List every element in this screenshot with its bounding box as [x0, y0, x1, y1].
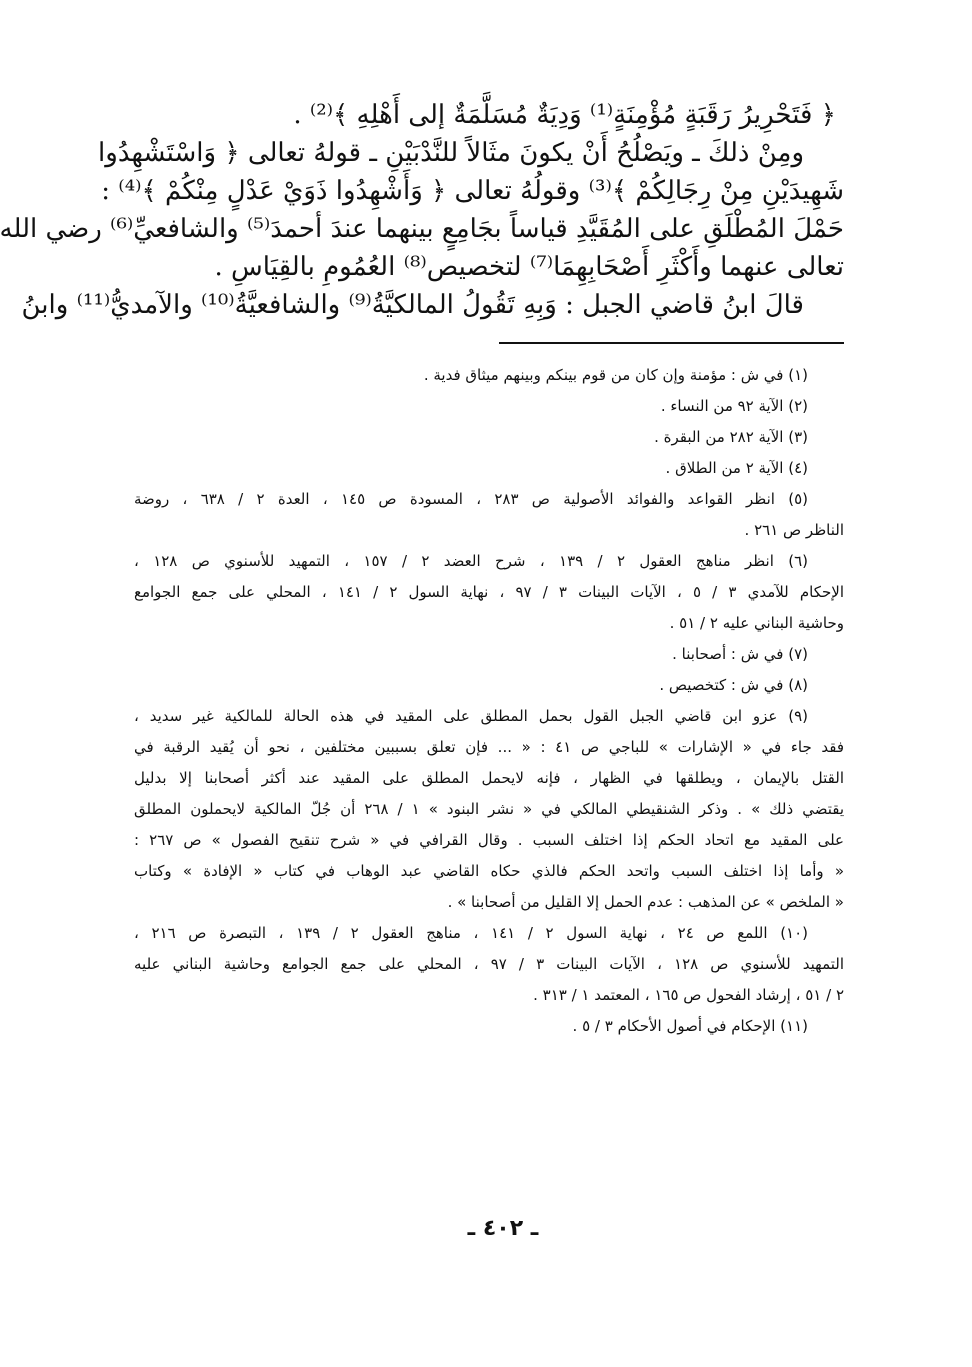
footnote-line: (٨) في ش : كتخصيص . [659, 676, 808, 694]
footnote-line: (٤) الآية ٢ من الطلاق . [665, 459, 808, 477]
main-text-line: قالَ ابنُ قاضي الجبل : وَبِهِ تَقُولُ المالكيَّةُ⁽⁹⁾ والشافعيَّةُ⁽¹⁰⁾ والآمديُّ⁽¹¹⁾ وابنُ [21, 290, 804, 320]
footnote-line: « وأما إذا اختلف السبب واتحد الحكم فالذي حكاه القاضي عبد الوهاب في كتاب « الإفادة » وكتاب [134, 862, 844, 880]
footnote-line: ٢ / ٥١ ، إرشاد الفحول ص ١٦٥ ، المعتمد ١ / ٣١٣ . [533, 986, 844, 1004]
main-text-line: ﴿ فَتَحْرِيرُ رَقَبَةٍ مُؤْمِنَةٍ⁽¹⁾ وَدِيَةٌ مُسَلَّمَةٌ إلى أَهْلِهِ ﴾⁽²⁾ . [293, 100, 836, 130]
footnote-separator-wrap [134, 342, 844, 344]
footnote-line: (١) في ش : مؤمنة وإن كان من قوم بينكم وبينهم ميثاق فدية . [423, 366, 808, 384]
main-text-line: ومِنْ ذلكَ ـ ويَصْلُحُ أَنْ يكونَ مثَالاً للنَّدْبَيْنِ ـ قولهُ تعالى ﴿ وَاسْتَشْهِدُوا [98, 138, 804, 168]
footnote-line: على المقيد مع اتحاد الحكم إذا اختلف السبب . وقال القرافي في « شرح تنقيح الفصول » ص ٢٦٧ : [134, 831, 844, 849]
footnote-line: (٧) في ش : أصحابنا . [672, 645, 808, 663]
footnote-line: الإحكام للآمدي ٣ / ٥ ، الآيات البينات ٣ / ٩٧ ، نهاية السول ٢ / ١٤١ ، المحلي على جمع الجوامع [134, 583, 845, 601]
main-text-line: حَمْلَ المُطْلَقِ على المُقَيَّدِ قياساً بجَامِعٍ بينهما عندَ أحمدَ⁽⁵⁾ والشافعيِّ⁽⁶⁾ رضي الله [0, 214, 844, 244]
page-body [0, 96, 845, 1042]
footnote-line: (٩) عزو ابن قاضي الجبل القول بحمل المطلق على المقيد في هذه الحالة للمالكية غير سديد ، [134, 707, 808, 725]
main-text [0, 96, 844, 324]
footnote-line: وحاشية البناني عليه ٢ / ٥١ . [669, 614, 844, 632]
footnote-line: (٢) الآية ٩٢ من النساء . [660, 397, 808, 415]
main-text-line: تعالى عنهما وأَكْثَرِ أَصْحَابِهِمَا⁽⁷⁾ لتخصيص⁽⁸⁾ العُمُومِ بالقِيَاسِ . [214, 252, 844, 282]
footnote-line: القتل بالإيمان ، ويطلقها في الظهار ، فإنه لايحمل المطلق على المقيد عند أكثر أصحابنا إلا بدليل [134, 769, 844, 787]
footnote-separator [499, 342, 844, 344]
footnote-line: (١٠) اللمع ص ٢٤ ، نهاية السول ٢ / ١٤١ ، مناهج العقول ٢ / ١٣٩ ، التبصرة ص ٢١٦ ، [134, 924, 809, 942]
footnote-line: « الملخص » عن المذهب : عدم الحمل إلا القليل من أصحابنا » . [447, 893, 844, 911]
footnote-line: (٦) انظر مناهج العقول ٢ / ١٣٩ ، شرح العضد ٢ / ١٥٧ ، التمهيد للأسنوي ص ١٢٨ ، [134, 552, 809, 570]
footnote-line: (٥) انظر القواعد والفوائد الأصولية ص ٢٨٣ ، المسودة ص ١٤٥ ، العدة ٢ / ٦٣٨ ، روضة [134, 490, 808, 508]
footnote-line: فقد جاء في « الإشارات » للباجي ص ٤١ : « ... فإن تعلق بسببين مختلفين ، نحو أن يُقيد الرقبة في [134, 738, 844, 756]
main-text-line: شَهِيدَيْنِ مِنْ رِجَالِكُمْ ﴾⁽³⁾ وقولُهُ تعالى ﴿ وَأَشْهِدُوا ذَوَيْ عَدْلٍ مِنْكُمْ ﴾⁽⁴⁾ : [101, 176, 844, 206]
page-number: ـ ٤٠٢ ـ [467, 1216, 539, 1241]
footnote-line: (٣) الآية ٢٨٢ من البقرة . [654, 428, 808, 446]
footnote-line: يقتضي ذلك » . وذكر الشنقيطي المالكي في « نشر البنود » ١ / ٢٦٨ أن جُلّ المالكية لايحملون المطلق [134, 800, 844, 818]
footnote-line: الناظر ص ٢٦١ . [744, 521, 844, 539]
footnote-line: (١١) الإحكام في أصول الأحكام ٣ / ٥ . [572, 1017, 808, 1035]
footnotes [134, 360, 844, 1042]
footnote-line: التمهيد للأسنوي ص ١٢٨ ، الآيات البينات ٣ / ٩٧ ، المحلي على جمع الجوامع وحاشية البناني عليه [134, 955, 845, 973]
